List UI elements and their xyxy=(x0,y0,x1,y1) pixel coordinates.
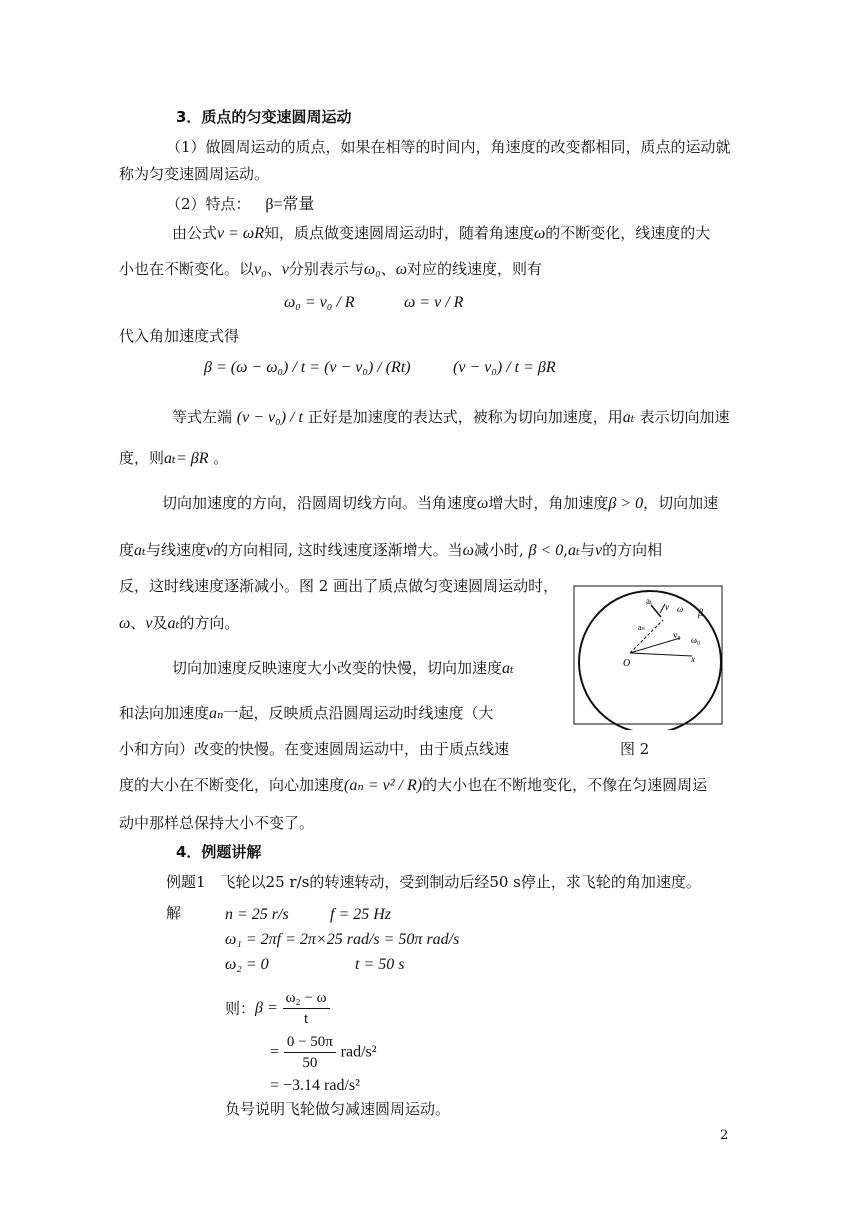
solution-label: 解 xyxy=(166,904,182,922)
text-span: 切向加速度的方向，沿圆周切线方向。当角速度 xyxy=(162,494,478,512)
eq-text: β = (ω − ω₀) / t = (v − v₀) / (Rt) xyxy=(204,359,411,376)
solution-step-t xyxy=(355,955,404,975)
paragraph-normal-line5: 动中那样总保持大小不变了。 xyxy=(119,814,315,832)
paragraph-normal-line4 xyxy=(119,775,707,796)
text-span: 与线速度 xyxy=(145,541,206,559)
equation-omega0 xyxy=(284,293,355,313)
fraction xyxy=(283,988,330,1029)
eq-text: ω₁ = 2πf = 2π×25 rad/s = 50π rad/s xyxy=(225,931,460,948)
v0-symbol: v₀ xyxy=(254,261,267,278)
eq-text: = xyxy=(270,1043,280,1061)
feature-value: β=常量 xyxy=(265,196,315,213)
inline-equation: β > 0 xyxy=(608,495,644,512)
paragraph-tangential-line2 xyxy=(119,448,228,469)
text-span: ，切向加速 xyxy=(643,494,719,512)
equation-beta xyxy=(204,358,411,378)
at-label: aₜ xyxy=(646,596,653,606)
paragraph-normal-line3: 小和方向）改变的快慢。在变速圆周运动中，由于质点线速 xyxy=(119,740,510,758)
v0-label: v₀ xyxy=(673,630,681,640)
paragraph-definition-line2: 称为匀变速圆周运动。 xyxy=(119,165,270,183)
text-span: 切向加速度反映速度大小改变的快慢，切向加速度 xyxy=(172,659,503,677)
figure-frame xyxy=(574,586,722,724)
feature-line xyxy=(166,194,315,215)
solution-step-beta-formula xyxy=(225,988,330,1028)
eq-text: ω = v / R xyxy=(404,294,464,311)
omega-label: ω xyxy=(677,604,684,614)
denominator: 50 xyxy=(302,1055,318,1071)
text-span: , xyxy=(563,541,569,559)
text-span: 的不断变化，线速度的大 xyxy=(545,224,711,242)
text-span: 减小时, xyxy=(473,541,524,559)
v-symbol: v xyxy=(595,542,603,559)
omega-symbol: ω xyxy=(534,225,546,242)
solution-step-substitution xyxy=(270,1032,377,1072)
eq-text: ω₀ = v₀ / R xyxy=(284,294,355,311)
v-symbol: v xyxy=(281,261,289,278)
paragraph-formula-line1 xyxy=(172,223,710,244)
text-span: 小也在不断变化。以 xyxy=(119,260,255,278)
text-span: 、 xyxy=(130,614,146,632)
eq-text: f = 25 Hz xyxy=(330,906,392,923)
paragraph-tangential-line1 xyxy=(172,407,729,428)
numerator: ω₂ − ω xyxy=(283,988,330,1009)
equation-dv xyxy=(453,358,556,378)
omega-symbol: ω xyxy=(477,495,489,512)
unit: rad/s² xyxy=(340,1043,377,1061)
text-span: 和法向加速度 xyxy=(119,704,210,722)
text-span: 对应的线速度，则有 xyxy=(407,260,543,278)
eq-text: (v − v₀) / t = βR xyxy=(453,359,556,376)
paragraph-definition-line1: （1）做圆周运动的质点，如果在相等的时间内，角速度的改变都相同，质点的运动就 xyxy=(166,138,731,156)
section-heading-4: 4．例题讲解 xyxy=(176,843,262,861)
text-span: 度，则 xyxy=(119,449,165,467)
v-symbol: v xyxy=(145,615,153,632)
inline-equation: (aₙ = v² / R) xyxy=(344,777,423,794)
at-symbol: aₜ xyxy=(134,542,146,559)
page-number: 2 xyxy=(720,1128,729,1143)
at-symbol: aₜ xyxy=(568,542,580,559)
solution-conclusion: 负号说明飞轮做匀减速圆周运动。 xyxy=(225,1100,451,1118)
feature-label: （2）特点： xyxy=(166,195,251,213)
eq-text: ω₂ = 0 xyxy=(225,956,269,973)
omega0-symbol: ω₀ xyxy=(363,261,381,278)
x-label: x xyxy=(691,654,695,664)
omega-symbol: ω xyxy=(119,615,131,632)
paragraph-direction-line2 xyxy=(119,540,662,561)
solution-step-result: = −3.14 rad/s² xyxy=(270,1077,360,1094)
at-symbol: aₜ xyxy=(502,660,514,677)
v-symbol: v xyxy=(205,542,214,559)
x-axis-line xyxy=(630,653,692,656)
section-heading-3: 3．质点的匀变速圆周运动 xyxy=(176,108,352,126)
inline-equation: aₜ= βR xyxy=(164,450,209,467)
text-span: 等式左端 xyxy=(172,408,233,426)
inline-equation: (v − v₀) / t xyxy=(236,409,303,426)
at-symbol: aₜ xyxy=(622,409,635,426)
text-span: 的方向相 xyxy=(602,541,663,559)
solution-step-omega1 xyxy=(225,930,459,950)
equation-omega xyxy=(404,293,463,313)
paragraph-substitute: 代入角加速度式得 xyxy=(119,327,240,345)
text-span: 增大时，角加速度 xyxy=(488,494,609,512)
text-span: 及 xyxy=(152,614,168,632)
at-symbol: aₜ xyxy=(167,615,180,632)
eq-text: β = xyxy=(255,999,278,1017)
denominator: t xyxy=(303,1011,309,1027)
omega-symbol: ω xyxy=(395,261,407,278)
text-span: 由公式 xyxy=(172,224,218,242)
paragraph-normal-line1 xyxy=(172,658,514,679)
text-span: 的大小也在不断地变化，不像在匀速圆周运 xyxy=(422,776,708,794)
inline-equation: β < 0 xyxy=(528,542,564,559)
text-span: 、 xyxy=(266,260,282,278)
paragraph-direction-line4 xyxy=(119,613,239,634)
text-span: 的方向。 xyxy=(179,614,240,632)
text-span: 度 xyxy=(119,541,135,559)
v-label: v xyxy=(665,602,669,612)
omega0-label: ω₀ xyxy=(691,635,701,645)
text-span: 知，质点做变速圆周运动时，随着角速度 xyxy=(263,224,534,242)
paragraph-normal-line2 xyxy=(119,703,494,724)
paragraph-direction-line1 xyxy=(162,493,718,514)
example-statement: 例题1 飞轮以25 r/s的转速转动，受到制动后经50 s停止，求飞轮的角加速度。 xyxy=(166,873,701,891)
solution-step-n xyxy=(225,905,289,925)
text-span: 。 xyxy=(213,449,229,467)
omega-symbol: ω xyxy=(462,542,474,559)
figure-caption: 图 2 xyxy=(620,740,650,758)
figure-2-circle-diagram xyxy=(568,580,728,730)
fraction xyxy=(284,1032,336,1073)
eq-text: t = 50 s xyxy=(355,956,405,973)
paragraph-formula-line2 xyxy=(119,259,542,280)
numerator: 0 − 50π xyxy=(284,1032,336,1053)
beta-label: β xyxy=(698,608,703,619)
text-span: 则： xyxy=(225,999,256,1018)
text-span: 度的大小在不断变化，向心加速度 xyxy=(119,776,345,794)
paragraph-direction-line3: 反，这时线速度逐渐减小。图 2 画出了质点做匀变速圆周运动时， xyxy=(119,577,559,595)
text-span: 正好是加速度的表达式，被称为切向加速度，用 xyxy=(307,408,623,426)
text-span: 的方向相同, 这时线速度逐渐增大。当 xyxy=(213,541,463,559)
text-span: 表示切向加速 xyxy=(639,408,730,426)
text-span: 与 xyxy=(580,541,596,559)
text-span: 分别表示与 xyxy=(288,260,364,278)
solution-step-omega2 xyxy=(225,955,269,975)
eq-text: n = 25 r/s xyxy=(225,906,289,923)
inline-equation: v = ωR xyxy=(217,225,264,242)
text-span: 一起，反映质点沿圆周运动时线速度（大 xyxy=(223,704,494,722)
text-span: 、 xyxy=(380,260,396,278)
origin-label: O xyxy=(623,658,631,669)
an-label: aₙ xyxy=(638,623,645,632)
at-arrow xyxy=(651,605,661,617)
an-symbol: aₙ xyxy=(209,705,224,722)
solution-step-f xyxy=(330,905,391,925)
